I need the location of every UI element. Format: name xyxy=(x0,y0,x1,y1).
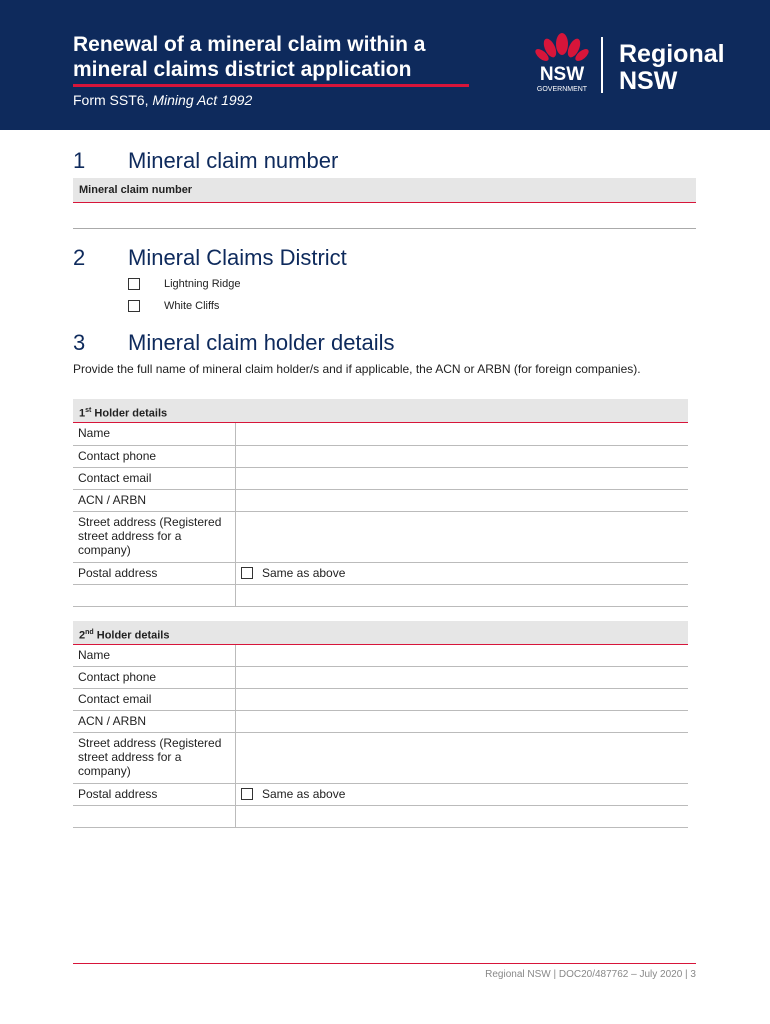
logo-divider xyxy=(601,37,603,93)
holder-1-phone-row: Contact phone xyxy=(73,446,688,468)
holder-1-heading: 1st Holder details xyxy=(73,399,688,423)
holder-2-postal-field-row xyxy=(73,806,688,828)
holder-2-same-as-above-checkbox[interactable] xyxy=(241,788,253,800)
holder-1-street-field[interactable] xyxy=(236,512,688,562)
page-footer: Regional NSW | DOC20/487762 – July 2020 | 3 xyxy=(485,969,696,980)
act-name: Mining Act 1992 xyxy=(152,92,253,108)
footer-rule xyxy=(73,963,696,964)
holder-2-name-row: Name xyxy=(73,645,688,667)
regional-nsw-brand: Regional NSW xyxy=(619,40,725,95)
holder-1-table xyxy=(73,399,688,607)
holder-2-acn-field[interactable] xyxy=(236,711,688,732)
holder-2-street-row: Street address (Registered street address for a company) xyxy=(73,733,688,784)
holder-2-acn-row: ACN / ARBN xyxy=(73,711,688,733)
section-2-heading: 2 Mineral Claims District xyxy=(73,245,347,270)
holder-2-phone-row: Contact phone xyxy=(73,667,688,689)
form-title: Renewal of a mineral claim within a mineral claims district application xyxy=(73,33,426,81)
holder-1-acn-field[interactable] xyxy=(236,490,688,511)
holder-2-street-field[interactable] xyxy=(236,733,688,783)
holder-2-email-field[interactable] xyxy=(236,689,688,710)
holder-1-postal-field-row xyxy=(73,585,688,607)
lightning-ridge-checkbox[interactable] xyxy=(128,278,140,290)
option-white-cliffs[interactable]: White Cliffs xyxy=(128,300,219,312)
holder-2-name-field[interactable] xyxy=(236,645,688,666)
holder-1-postal-row: Postal address Same as above xyxy=(73,563,688,585)
holder-1-email-field[interactable] xyxy=(236,468,688,489)
title-underline xyxy=(73,84,469,87)
mineral-claim-number-field[interactable] xyxy=(73,228,696,229)
logo-nsw-text: NSW xyxy=(539,64,585,85)
holder-1-name-row: Name xyxy=(73,423,688,446)
holder-2-table xyxy=(73,621,688,828)
form-subtitle: Form SST6, Mining Act 1992 xyxy=(73,92,253,108)
holder-2-phone-field[interactable] xyxy=(236,667,688,688)
mineral-claim-number-label: Mineral claim number xyxy=(73,178,696,203)
nsw-government-logo xyxy=(520,30,605,96)
holder-1-email-row: Contact email xyxy=(73,468,688,490)
logo-gov-text: GOVERNMENT xyxy=(536,86,588,93)
option-lightning-ridge[interactable]: Lightning Ridge xyxy=(128,278,240,290)
holder-1-acn-row: ACN / ARBN xyxy=(73,490,688,512)
holder-2-email-row: Contact email xyxy=(73,689,688,711)
holder-2-postal-field[interactable] xyxy=(236,806,688,827)
holder-1-same-as-above-checkbox[interactable] xyxy=(241,567,253,579)
holder-1-phone-field[interactable] xyxy=(236,446,688,467)
page-header xyxy=(0,0,770,130)
section-3-intro: Provide the full name of mineral claim holder/s and if applicable, the ACN or ARBN (for foreign companies). xyxy=(73,362,641,376)
holder-2-postal-row: Postal address Same as above xyxy=(73,784,688,806)
holder-1-postal-field[interactable] xyxy=(236,585,688,606)
section-3-heading: 3 Mineral claim holder details xyxy=(73,330,395,355)
white-cliffs-checkbox[interactable] xyxy=(128,300,140,312)
section-1-heading: 1 Mineral claim number xyxy=(73,148,339,173)
holder-1-name-field[interactable] xyxy=(236,423,688,445)
holder-1-street-row: Street address (Registered street address for a company) xyxy=(73,512,688,563)
holder-2-heading: 2nd Holder details xyxy=(73,621,688,645)
